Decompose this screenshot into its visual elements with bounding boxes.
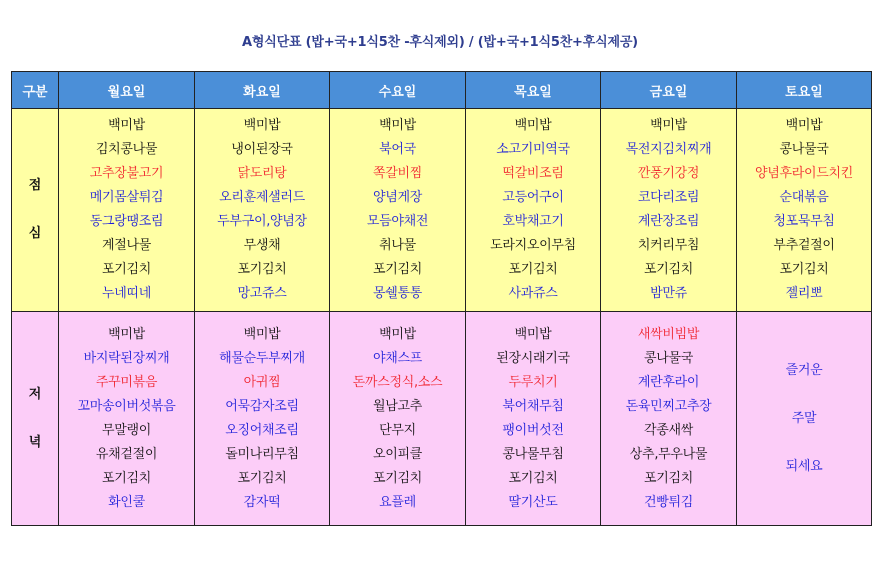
lunch-label-2: 심	[28, 226, 42, 241]
header-day-tue: 화요일	[195, 72, 330, 109]
lunch-cell-tue	[195, 109, 330, 312]
menu-item: 백미밥	[108, 326, 145, 342]
lunch-cell-sat	[737, 109, 872, 312]
menu-item: 계란장조림	[637, 214, 700, 229]
menu-item: 꼬마송이버섯볶음	[77, 398, 176, 414]
menu-item: 포기김치	[101, 262, 152, 277]
menu-item: 어묵감자조림	[225, 398, 299, 414]
menu-item: 주말	[791, 410, 817, 426]
lunch-cell-thu	[466, 109, 601, 312]
menu-item: 딸기산도	[508, 494, 558, 510]
menu-item: 양념게장	[372, 190, 423, 205]
menu-item: 콩나물국	[643, 350, 694, 366]
menu-item: 젤리뽀	[785, 286, 823, 301]
menu-item: 팽이버섯전	[502, 422, 564, 438]
lunch-cell-fri	[601, 109, 737, 312]
menu-item: 동그랑땡조림	[89, 214, 164, 229]
header-gubun: 구분	[12, 72, 59, 109]
dinner-row	[12, 312, 872, 526]
menu-item: 북어국	[379, 142, 416, 157]
menu-item: 청포묵무침	[773, 214, 835, 229]
menu-item: 계란후라이	[637, 374, 700, 390]
header-row	[12, 72, 872, 109]
menu-item: 깐풍기강정	[637, 166, 700, 181]
dinner-cell-wed	[330, 312, 466, 526]
menu-item: 고추장불고기	[89, 166, 164, 181]
menu-item: 백미밥	[108, 118, 145, 133]
menu-item: 포기김치	[237, 470, 287, 486]
menu-item: 백미밥	[514, 118, 552, 133]
menu-item: 떡갈비조림	[502, 166, 564, 181]
menu-item: 돈육민찌고추장	[625, 398, 712, 414]
menu-item: 상추,무우나물	[629, 446, 708, 462]
menu-item: 각종새싹	[643, 422, 694, 438]
page-title: A형식단표 (밥+국+1식5찬 -후식제외) / (밥+국+1식5찬+후식제공)	[242, 35, 638, 50]
menu-item: 요플레	[379, 494, 416, 510]
menu-item: 메기몸살튀김	[89, 190, 164, 205]
menu-item: 고등어구이	[502, 190, 564, 205]
menu-item: 오이피클	[372, 446, 423, 462]
menu-item: 백미밥	[243, 118, 281, 133]
menu-item: 해물순두부찌개	[219, 350, 305, 366]
menu-item: 김치콩나물	[95, 142, 158, 157]
menu-item: 사과쥬스	[508, 286, 558, 301]
menu-item: 망고쥬스	[237, 286, 287, 301]
menu-item: 순대볶음	[779, 190, 829, 205]
menu-item: 되세요	[785, 458, 823, 474]
menu-item: 쪽갈비찜	[372, 166, 423, 181]
lunch-row	[12, 109, 872, 312]
dinner-cell-mon	[59, 312, 195, 526]
dinner-label	[12, 312, 59, 526]
menu-item: 백미밥	[379, 118, 416, 133]
menu-item: 포기김치	[372, 470, 423, 486]
lunch-cell-mon	[59, 109, 195, 312]
menu-item: 부추겉절이	[773, 238, 835, 253]
menu-item: 즐거운	[785, 362, 823, 378]
dinner-cell-fri	[601, 312, 737, 526]
menu-item: 유채겉절이	[95, 446, 158, 462]
menu-item: 콩나물무침	[502, 446, 564, 462]
dinner-cell-thu	[466, 312, 601, 526]
menu-item: 포기김치	[508, 470, 558, 486]
menu-item: 북어채무침	[502, 398, 564, 414]
menu-item: 두부구이,양념장	[217, 214, 307, 229]
menu-item: 무생채	[243, 238, 281, 253]
menu-item: 오징어채조림	[225, 422, 299, 438]
menu-item: 단무지	[379, 422, 416, 438]
header-day-mon: 월요일	[59, 72, 195, 109]
menu-item: 소고기미역국	[496, 142, 570, 157]
menu-item: 새싹비빔밥	[637, 326, 700, 342]
menu-item: 두루치기	[508, 374, 558, 390]
menu-item: 야채스프	[372, 350, 423, 366]
menu-item: 백미밥	[243, 326, 281, 342]
menu-item: 모듬야채전	[366, 214, 429, 229]
menu-item: 건빵튀김	[643, 494, 694, 510]
menu-item: 백미밥	[785, 118, 823, 133]
menu-item: 누네띠네	[101, 286, 152, 301]
menu-item: 화인쿨	[108, 494, 145, 510]
menu-item: 돈까스정식,소스	[352, 374, 443, 390]
menu-item: 무말랭이	[101, 422, 152, 438]
menu-item: 닭도리탕	[237, 166, 287, 181]
header-day-fri: 금요일	[601, 72, 737, 109]
dinner-label-2: 녁	[28, 434, 42, 450]
menu-item: 포기김치	[643, 262, 694, 277]
menu-item: 월남고추	[372, 398, 423, 414]
lunch-label-1: 점	[28, 178, 42, 193]
menu-item: 백미밥	[379, 326, 416, 342]
menu-item: 냉이된장국	[231, 142, 293, 157]
dinner-label-1: 저	[28, 386, 42, 402]
menu-item: 계절나물	[101, 238, 152, 253]
menu-item: 취나물	[379, 238, 416, 253]
menu-item: 백미밥	[514, 326, 552, 342]
lunch-label	[12, 109, 59, 312]
menu-item: 감자떡	[243, 494, 281, 510]
lunch-cell-wed	[330, 109, 466, 312]
menu-item: 된장시래기국	[496, 350, 570, 366]
menu-item: 포기김치	[237, 262, 287, 277]
menu-item: 코다리조림	[637, 190, 700, 205]
menu-item: 돌미나리무침	[225, 446, 299, 462]
menu-item: 포기김치	[101, 470, 152, 486]
dinner-cell-sat	[737, 312, 872, 526]
header-day-sat: 토요일	[737, 72, 872, 109]
menu-item: 목전지김치찌개	[625, 142, 712, 157]
menu-item: 포기김치	[643, 470, 694, 486]
menu-item: 오리훈제샐러드	[219, 190, 305, 205]
menu-item: 포기김치	[372, 262, 423, 277]
menu-item: 도라지오이무침	[490, 238, 576, 253]
menu-item: 양념후라이드치킨	[754, 166, 854, 181]
menu-item: 몽쉘통통	[372, 286, 423, 301]
menu-item: 아귀찜	[243, 374, 281, 390]
header-day-thu: 목요일	[466, 72, 601, 109]
menu-item: 호박채고기	[502, 214, 564, 229]
menu-item: 주꾸미볶음	[95, 374, 158, 390]
menu-item: 콩나물국	[779, 142, 829, 157]
menu-item: 포기김치	[779, 262, 829, 277]
header-day-wed: 수요일	[330, 72, 466, 109]
menu-item: 백미밥	[650, 118, 687, 133]
menu-item: 밤만쥬	[650, 286, 687, 301]
dinner-cell-tue	[195, 312, 330, 526]
menu-item: 치커리무침	[637, 238, 700, 253]
menu-item: 포기김치	[508, 262, 558, 277]
menu-table	[11, 71, 872, 526]
menu-item: 바지락된장찌개	[83, 350, 170, 366]
